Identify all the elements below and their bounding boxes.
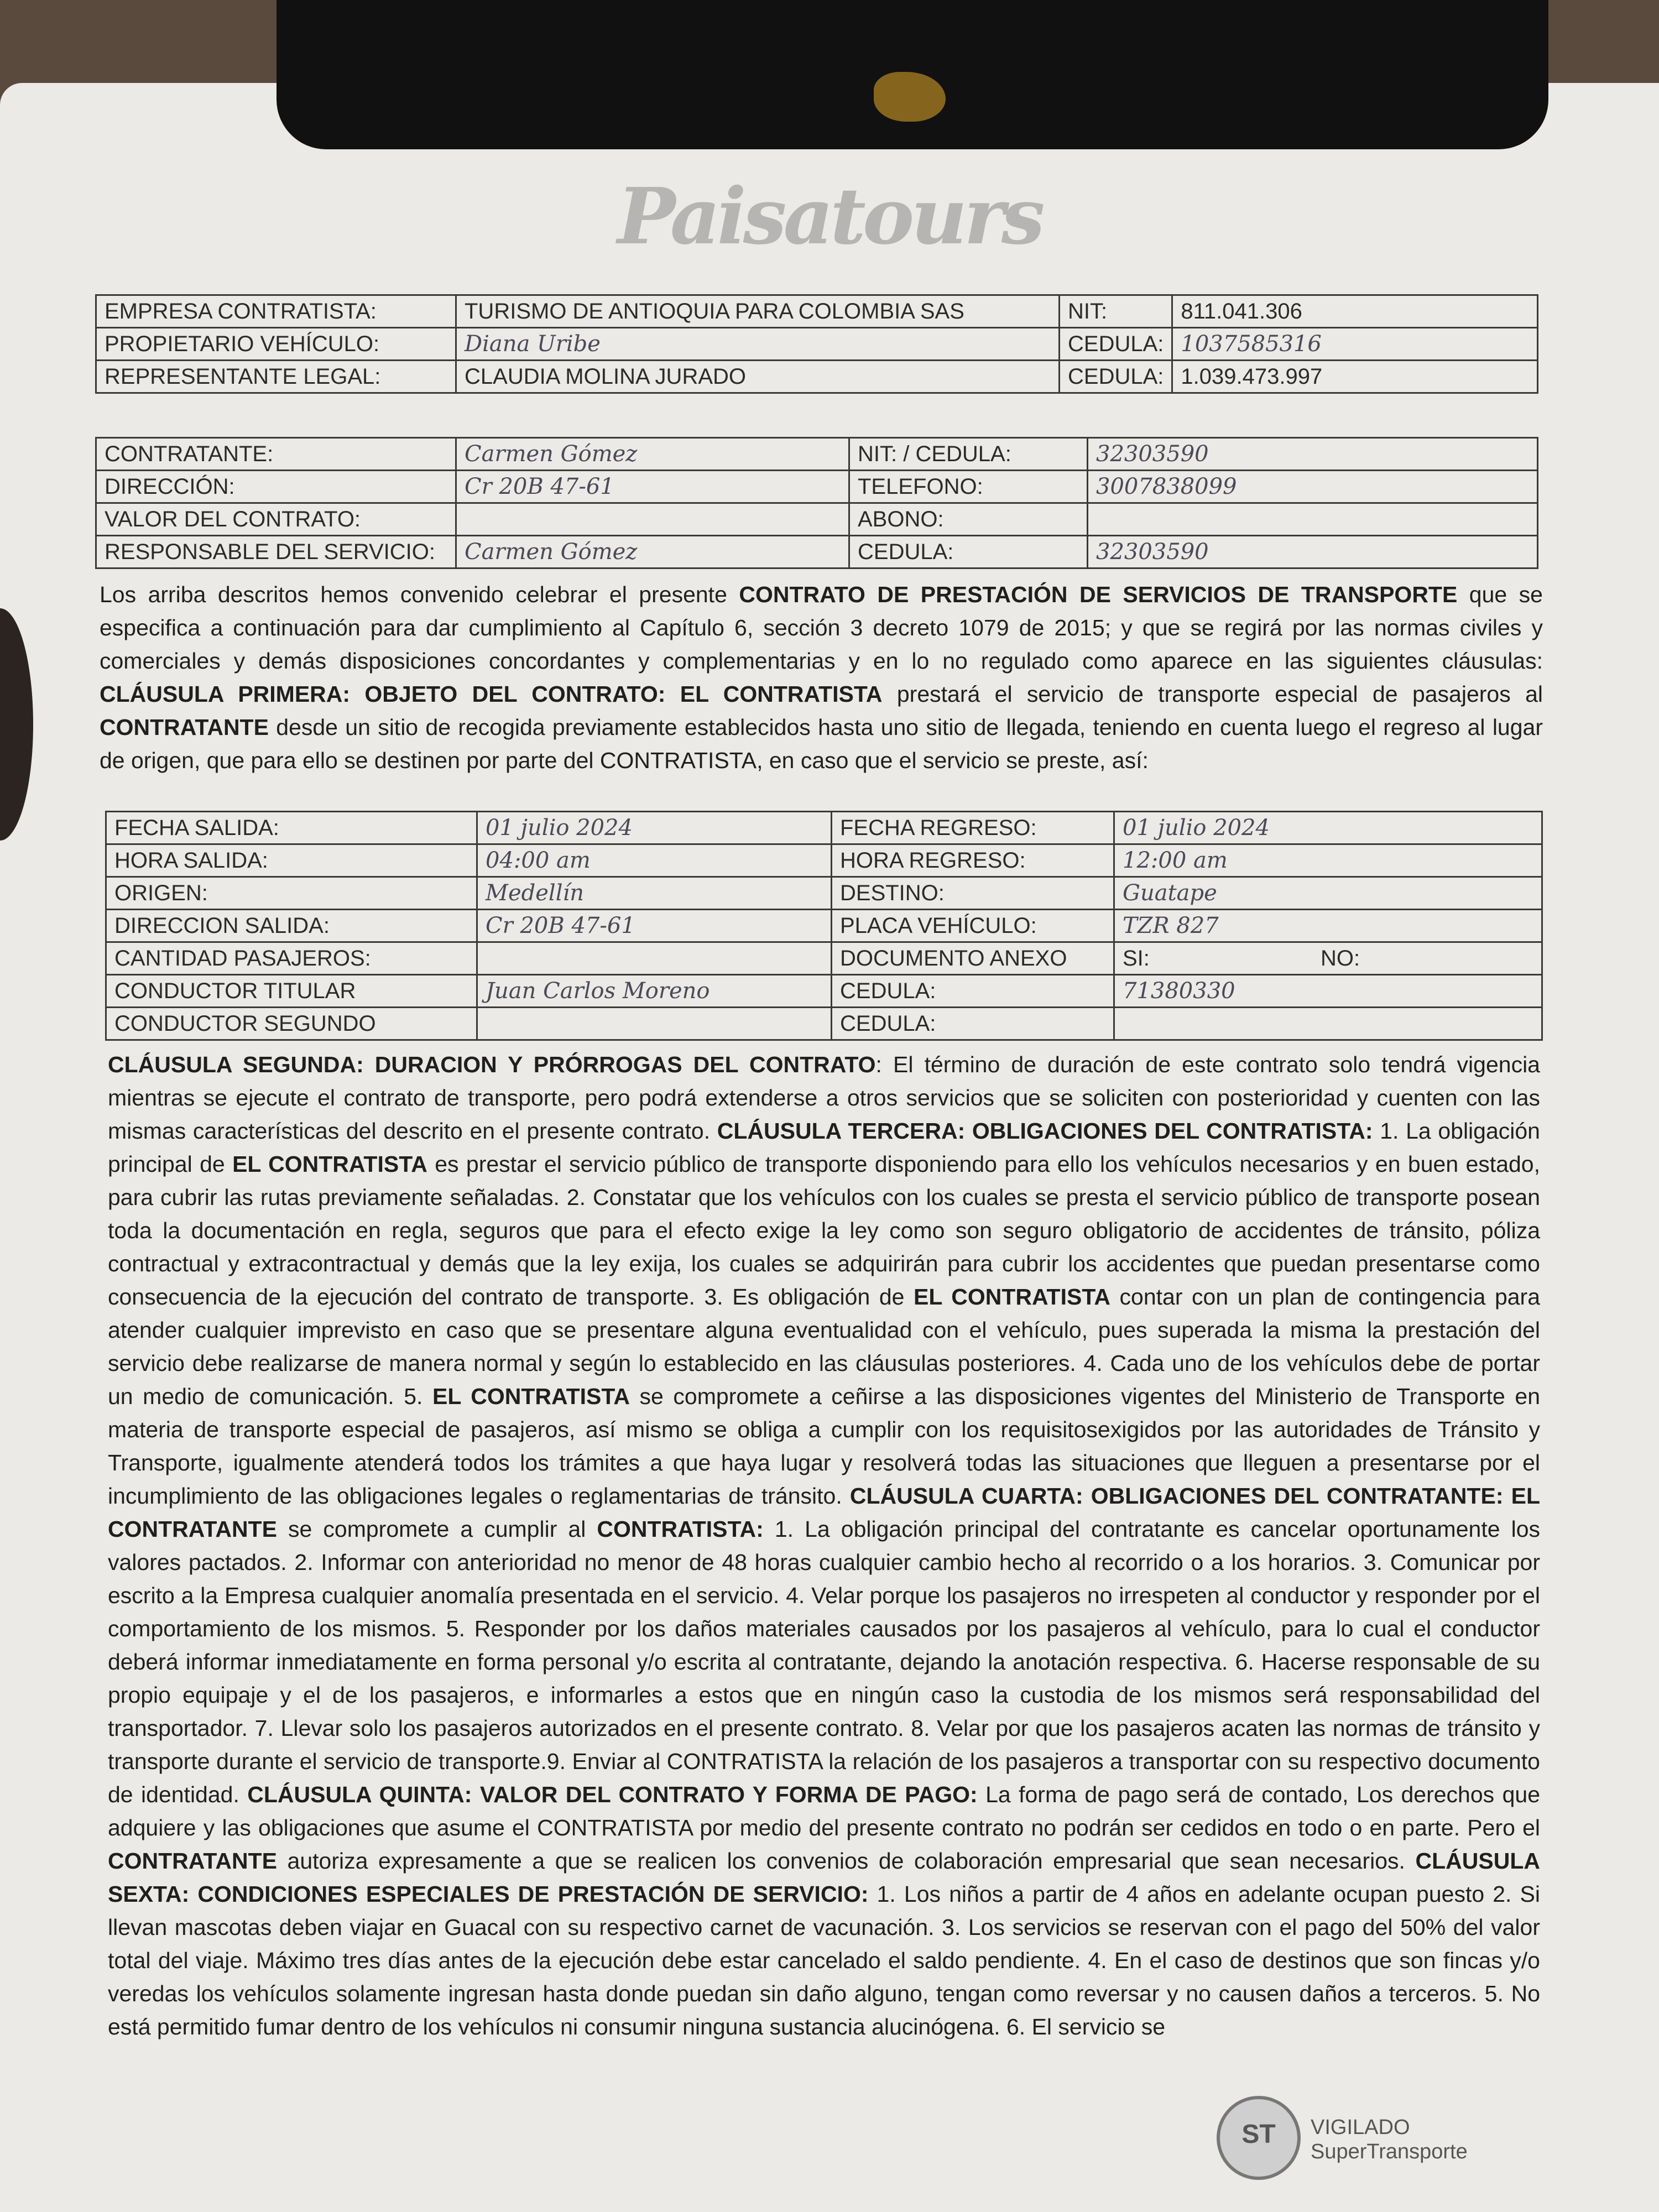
field-value: 811.041.306: [1172, 295, 1538, 328]
table-row: [106, 844, 1542, 877]
clause-title: CLÁUSULA SEXTA: CONDICIONES ESPECIALES DE PRESTACIÓN DE SERVICIO:: [108, 1848, 1540, 1907]
field-label: DIRECCION SALIDA:: [106, 910, 477, 942]
trip-table: [105, 811, 1543, 1041]
vigilado-text: VIGILADO: [1311, 2116, 1410, 2139]
field-label: HORA REGRESO:: [832, 844, 1114, 877]
field-value: TURISMO DE ANTIOQUIA PARA COLOMBIA SAS: [456, 295, 1060, 328]
intro-text: prestará el servicio de transporte especial de pasajeros al: [882, 681, 1543, 707]
field-label: CONDUCTOR TITULAR: [106, 975, 477, 1008]
field-label: CONDUCTOR SEGUNDO: [106, 1008, 477, 1040]
field-label: FECHA SALIDA:: [106, 812, 477, 844]
table-row: [96, 361, 1538, 393]
field-value: 1.039.473.997: [1172, 361, 1538, 393]
field-label: EMPRESA CONTRATISTA:: [96, 295, 456, 328]
field-label: DOCUMENTO ANEXO: [832, 942, 1114, 975]
company-logo: Paisatours: [617, 171, 1042, 262]
clause-bold: CONTRATISTA:: [597, 1516, 764, 1542]
intro-bold: CONTRATO DE PRESTACIÓN DE SERVICIOS DE TRANSPORTE: [739, 582, 1458, 607]
field-label: CEDULA:: [1060, 328, 1172, 361]
clause-text: es prestar el servicio público de transporte disponiendo para ello los vehículos necesarios y en buen estado, para cubrir las rutas previamente señaladas. 2. Constatar que los vehículos con los cuales se presta el servicio público de transporte posean toda la documentación en regla, seguros que para el efecto exige la ley como son seguro obligatorio de accidentes de tránsito, póliza contractual y extracontractual y demás que la ley exija, los cuales se adquirirán para cubrir los accidentes que puedan presentarse como consecuencia de la ejecución del contrato de transporte. 3. Es obligación de: [108, 1151, 1540, 1310]
clause-text: se compromete a cumplir al: [276, 1516, 597, 1542]
field-label: HORA SALIDA:: [106, 844, 477, 877]
clause-text: 1. La obligación principal del contratante es cancelar oportunamente los valores pactados. 2. Informar con anterioridad no menor de 48 horas cualquier cambio hecho al recorrido o a los horarios. 3. Comunicar por escrito a la Empresa cualquier anomalía presentada en el servicio. 4. Velar porque los pasajeros no irrespeten al conductor y responder por el comportamiento de los mismos. 5. Responder por los daños materiales causados por los pasajeros al vehículo, para lo cual el conductor deberá informar inmediatamente en forma personal y/o escrita al contratante, dejando la anotación respectiva. 6. Hacerse responsable de su propio equipaje y el de los pasajeros, e informarles a estos que en ningún caso la custodia de los mismos será responsabilidad del transportador. 7. Llevar solo los pasajeros autorizados en el presente contrato. 8. Velar por que los pasajeros acaten las normas de tránsito y transporte durante el servicio de transporte.9. Enviar al CONTRATISTA la relación de los pasajeros a transportar con su respectivo documento de identidad.: [108, 1516, 1540, 1807]
clause-text: 1. La obligación principal de: [108, 1118, 1540, 1177]
field-label: ABONO:: [849, 503, 1088, 536]
field-value-handwritten: 01 julio 2024: [1114, 812, 1542, 844]
clause-text: autoriza expresamente a que se realicen los convenios de colaboración empresarial que sean necesarios.: [276, 1848, 1416, 1874]
field-value-handwritten: 71380330: [1114, 975, 1542, 1008]
field-value: [1088, 503, 1538, 536]
table-row: [106, 812, 1542, 844]
field-label: RESPONSABLE DEL SERVICIO:: [96, 536, 456, 568]
table-row: [106, 975, 1542, 1008]
field-value-handwritten: 1037585316: [1172, 328, 1538, 361]
field-value-handwritten: Guatape: [1114, 877, 1542, 910]
field-label: NIT: / CEDULA:: [849, 438, 1088, 471]
field-value-handwritten: Medellín: [477, 877, 832, 910]
field-label: CONTRATANTE:: [96, 438, 456, 471]
field-value: [477, 1008, 832, 1040]
field-value-handwritten: Carmen Gómez: [456, 438, 849, 471]
field-value-handwritten: 32303590: [1088, 536, 1538, 568]
field-value-handwritten: Cr 20B 47-61: [456, 471, 849, 503]
clause-bold: EL CONTRATISTA: [914, 1284, 1110, 1310]
clause-title: CLÁUSULA CUARTA: OBLIGACIONES DEL CONTRATANTE: EL CONTRATANTE: [108, 1483, 1540, 1542]
table-row: [106, 910, 1542, 942]
field-label: DIRECCIÓN:: [96, 471, 456, 503]
field-label: FECHA REGRESO:: [832, 812, 1114, 844]
intro-paragraph: [100, 578, 1543, 777]
field-value: [1114, 1008, 1542, 1040]
field-label: REPRESENTANTE LEGAL:: [96, 361, 456, 393]
company-table: [95, 294, 1538, 394]
field-value-handwritten: Diana Uribe: [456, 328, 1060, 361]
clause-text: : El término de duración de este contrato solo tendrá vigencia mientras se ejecute el contrato de transporte, pero podrá extenderse a otros servicios que se soliciten con posterioridad y cuenten con las mismas características del descrito en el presente contrato.: [108, 1052, 1540, 1144]
si-option: SI:: [1114, 942, 1313, 975]
field-value-handwritten: Carmen Gómez: [456, 536, 849, 568]
field-value-handwritten: 01 julio 2024: [477, 812, 832, 844]
clauses-paragraph: [108, 1048, 1540, 2043]
clause-title: CLÁUSULA SEGUNDA: DURACION Y PRÓRROGAS DEL CONTRATO: [108, 1052, 876, 1077]
table-row: [96, 328, 1538, 361]
clause-bold: EL CONTRATISTA: [232, 1151, 427, 1177]
supertransporte-seal-icon: ST: [1217, 2096, 1301, 2180]
clause-title: CLÁUSULA TERCERA: OBLIGACIONES DEL CONTRATISTA:: [717, 1118, 1373, 1144]
clause-bold: EL CONTRATISTA: [432, 1384, 630, 1409]
no-option: NO:: [1313, 942, 1542, 975]
clause-text: se compromete a ceñirse a las disposiciones vigentes del Ministerio de Transporte en materia de transporte especial de pasajeros, así mismo se obliga a cumplir con los requisitosexigidos por las autoridades de Tránsito y Transporte, igualmente atenderá todos los trámites a que haya lugar y resolverá todas las situaciones que lleguen a presentarse por el incumplimiento de las obligaciones legales o reglamentarias de tránsito.: [108, 1384, 1540, 1509]
contratante-table: [95, 437, 1538, 569]
field-label: PLACA VEHÍCULO:: [832, 910, 1114, 942]
table-row: [106, 1008, 1542, 1040]
table-row: [96, 471, 1538, 503]
clause-text: La forma de pago será de contado, Los derechos que adquiere y las obligaciones que asume el CONTRATISTA por medio del presente contrato no podrán ser cedidos en todo o en parte. Pero el: [108, 1782, 1540, 1840]
field-label: PROPIETARIO VEHÍCULO:: [96, 328, 456, 361]
field-value-handwritten: TZR 827: [1114, 910, 1542, 942]
clause-bold: CONTRATANTE: [108, 1848, 277, 1874]
table-row: [96, 438, 1538, 471]
table-row: [96, 503, 1538, 536]
clause-text: 1. Los niños a partir de 4 años en adelante ocupan puesto 2. Si llevan mascotas deben viajar en Guacal con su respectivo carnet de vacunación. 3. Los servicios se reservan con el pago del 50% del valor total del viaje. Máximo tres días antes de la ejecución debe estar cancelado el saldo pendiente. 4. En el caso de destinos que son fincas y/o veredas los vehículos solamente ingresan hasta donde puedan sin daño alguno, tengan como reversar y no causen daños a terceros. 5. No está permitido fumar dentro de los vehículos ni consumir ninguna sustancia alucinógena. 6. El servicio se: [108, 1881, 1541, 2039]
intro-text: desde un sitio de recogida previamente establecidos hasta uno sitio de llegada, teniendo en cuenta luego el regreso al lugar de origen, que para ello se destinen por parte del CONTRATISTA, en caso que el servicio se preste, así:: [100, 714, 1543, 773]
clause-text: contar con un plan de contingencia para atender cualquier imprevisto en caso que se presentare alguna eventualidad con el vehículo, pues superada la misma la prestación del servicio debe realizarse de manera normal y según lo establecido en las cláusulas posteriores. 4. Cada uno de los vehículos debe de portar un medio de comunicación. 5.: [108, 1284, 1541, 1409]
field-value-handwritten: 04:00 am: [477, 844, 832, 877]
field-label: TELEFONO:: [849, 471, 1088, 503]
field-label: ORIGEN:: [106, 877, 477, 910]
clause-title: CLÁUSULA QUINTA: VALOR DEL CONTRATO Y FORMA DE PAGO:: [247, 1782, 978, 1807]
field-value-handwritten: 3007838099: [1088, 471, 1538, 503]
table-row: [96, 536, 1538, 568]
field-value-handwritten: 12:00 am: [1114, 844, 1542, 877]
table-row: [96, 295, 1538, 328]
field-value-handwritten: Cr 20B 47-61: [477, 910, 832, 942]
supertransporte-text: SuperTransporte: [1311, 2140, 1468, 2163]
field-label: CEDULA:: [832, 1008, 1114, 1040]
field-label: CEDULA:: [849, 536, 1088, 568]
intro-text: Los arriba descritos hemos convenido celebrar el presente: [100, 582, 739, 607]
table-row: [106, 942, 1542, 975]
field-value: [456, 503, 849, 536]
field-label: DESTINO:: [832, 877, 1114, 910]
field-label: VALOR DEL CONTRATO:: [96, 503, 456, 536]
field-label: CANTIDAD PASAJEROS:: [106, 942, 477, 975]
field-value: [477, 942, 832, 975]
intro-text: que se especifica a continuación para dar cumplimiento al Capítulo 6, sección 3 decreto 1079 de 2015; y que se regirá por las normas civiles y comerciales y demás disposiciones concordantes y complementarias y en lo no regulado como aparece en las siguientes cláusulas:: [100, 582, 1543, 674]
field-label: CEDULA:: [832, 975, 1114, 1008]
field-value-handwritten: 32303590: [1088, 438, 1538, 471]
field-value: CLAUDIA MOLINA JURADO: [456, 361, 1060, 393]
clause-title: CLÁUSULA PRIMERA: OBJETO DEL CONTRATO: EL CONTRATISTA: [100, 681, 883, 707]
vigilado-label: [1311, 2115, 1468, 2164]
field-value-handwritten: Juan Carlos Moreno: [477, 975, 832, 1008]
field-label: CEDULA:: [1060, 361, 1172, 393]
intro-bold: CONTRATANTE: [100, 714, 269, 740]
table-row: [106, 877, 1542, 910]
field-label: NIT:: [1060, 295, 1172, 328]
